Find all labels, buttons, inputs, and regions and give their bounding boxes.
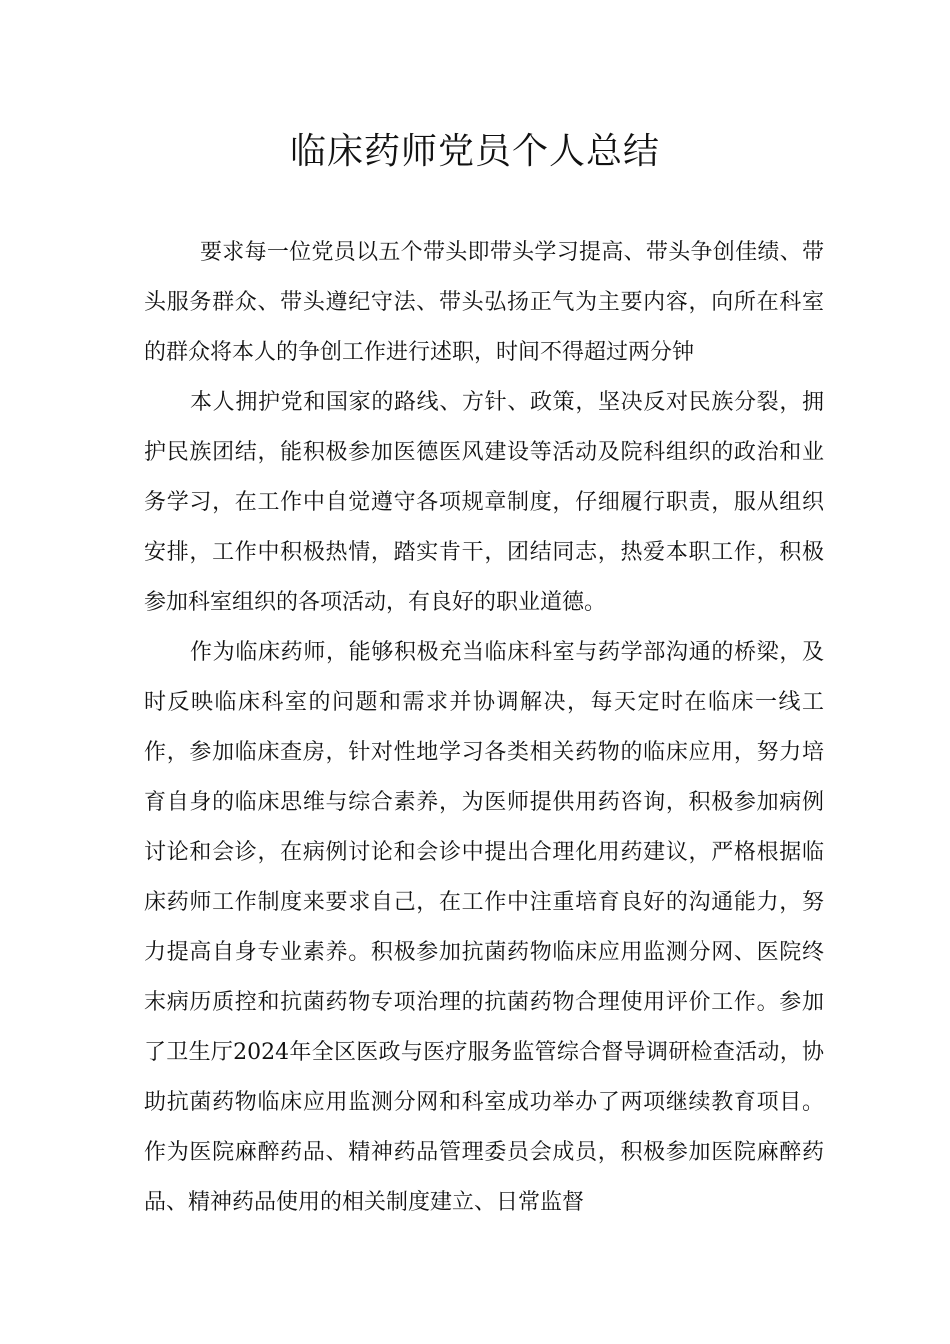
paragraph-requirements: 要求每一位党员以五个带头即带头学习提高、带头争创佳绩、带头服务群众、带头遵纪守法、带头弘扬正气为主要内容，向所在科室的群众将本人的争创工作进行述职，时间不得超过两分钟 (144, 240, 824, 365)
paragraph-clinical-work: 作为临床药师，能够积极充当临床科室与药学部沟通的桥梁，及时反映临床科室的问题和需求并协调解决，每天定时在临床一线工作，参加临床查房，针对性地学习各类相关药物的临床应用，努力培育自身的临床思维与综合素养，为医师提供用药咨询，积极参加病例讨论和会诊，在病例讨论和会诊中提出合理化用药建议，严格根据临床药师工作制度来要求自己，在工作中注重培育良好的沟通能力，努力提高自身专业素养。积极参加抗菌药物临床应用监测分网、医院终末病历质控和抗菌药物专项治理的抗菌药物合理使用评价工作。参加了卫生厅2024年全区医政与医疗服务监管综合督导调研检查活动，协助抗菌药物临床应用监测分网和科室成功举办了两项继续教育项目。作为医院麻醉药品、精神药品管理委员会成员，积极参加医院麻醉药品、精神药品使用的相关制度建立、日常监督 (144, 640, 824, 1215)
document-body (144, 228, 824, 1228)
document-title: 临床药师党员个人总结 (289, 131, 660, 172)
paragraph-political-stance: 本人拥护党和国家的路线、方针、政策，坚决反对民族分裂，拥护民族团结，能积极参加医德医风建设等活动及院科组织的政治和业务学习，在工作中自觉遵守各项规章制度，仔细履行职责，服从组织安排，工作中积极热情，踏实肯干，团结同志，热爱本职工作，积极参加科室组织的各项活动，有良好的职业道德。 (144, 390, 824, 615)
